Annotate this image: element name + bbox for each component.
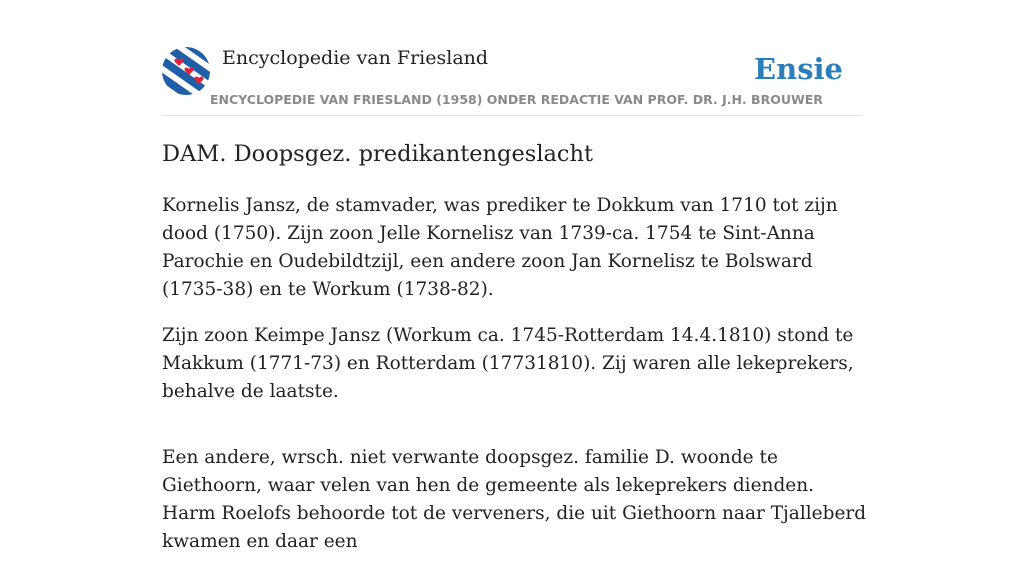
article-paragraph: Zijn zoon Keimpe Jansz (Workum ca. 1745-Rotterdam 14.4.1810) stond te Makkum (1771-73) en Rotterdam (17731810). Zij waren alle lekeprekers, behalve de laatste. — [162, 325, 854, 402]
site-subtitle: ENCYCLOPEDIE VAN FRIESLAND (1958) ONDER REDACTIE VAN PROF. DR. J.H. BROUWER — [210, 92, 823, 107]
article-paragraph: Een andere, wrsch. niet verwante doopsgez. familie D. woonde te Giethoorn, waar velen van hen de gemeente als lekeprekers dienden. Harm Roelofs behoorde tot de verveners, die uit Giethoorn naar Tjalleberd kwamen en daar een — [162, 447, 867, 552]
article-paragraph: Kornelis Jansz, de stamvader, was prediker te Dokkum van 1710 tot zijn dood (1750). Zijn zoon Jelle Kornelisz van 1739-ca. 1754 te Sint-Anna Parochie en Oudebildtzijl, een andere zoon Jan Kornelisz te Bolsward (1735-38) en te Workum (1738-82). — [162, 195, 838, 300]
article-body — [162, 192, 867, 574]
site-name[interactable]: Encyclopedie van Friesland — [222, 47, 489, 69]
brand-logo-text[interactable]: Ensie — [754, 52, 843, 86]
article-title: DAM. Doopsgez. predikantengeslacht — [162, 141, 594, 167]
frisian-flag-icon[interactable] — [162, 47, 210, 95]
site-header — [162, 46, 862, 116]
header-divider — [162, 115, 862, 116]
